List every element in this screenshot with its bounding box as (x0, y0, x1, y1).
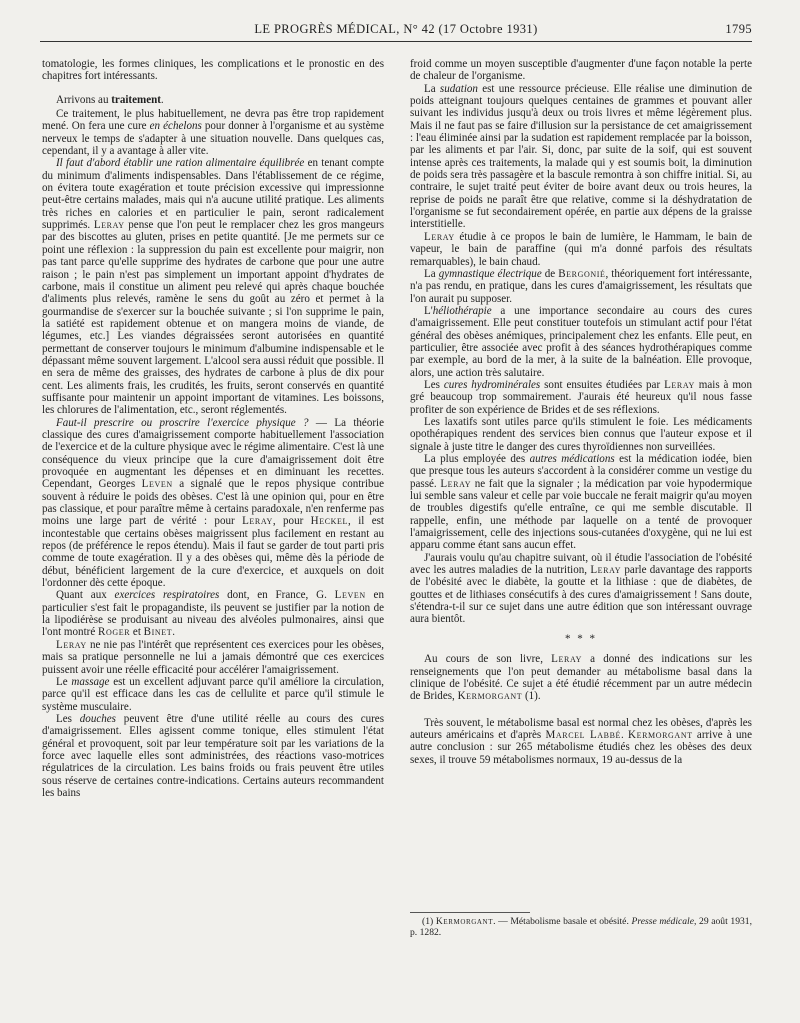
author-name: Leray (664, 378, 695, 391)
paragraph: Le massage est un excellent adjuvant parce qu'il améliore la circulation, parce qu'il est efficace dans les cas de cellulite et parce qu'il stimule le système musculaire. (42, 675, 384, 713)
paragraph: Les laxatifs sont utiles parce qu'ils stimulent le foie. Les médicaments opothérapiques rendent des services bien connus que l'auteur expose et il signale à juste titre le danger des cures thyroïdiennes non surveillées. (410, 415, 752, 453)
paragraph: Quant aux exercices respiratoires dont, en France, G. Leven en particulier s'est fait le propagandiste, ils peuvent se justifier par la notion de la lipodiérèse se produisant au niveau des alvéoles pulmonaires, ainsi que l'ont montré Roger et Binet. (42, 589, 384, 639)
paragraph: La sudation est une ressource précieuse. Elle réalise une diminution de poids atteignant toujours quelques centaines de grammes et pouvant aller suivant les individus jusqu'à deux ou trois livres et même légèrement plus. Mais il ne faut pas se faire d'illusion sur la persistance de cet amaigrissement : l'eau éliminée ainsi par la sudation est rapidement remplacée par la boisson, par les aliments et par l'air. Si, donc, par suite de la soif, qui est souvent intense après ces traitements, la malade qui y est soumis boit, la diminution de poids sera très passagère et la bascule remontra à son chiffre initial. Si, au contraire, le sujet traité peut éviter de boire avant deux ou trois heures, la reprise de poids ne paraît être que relative, comme si la déshydratation de l'organisme se fut secondairement opérée, en partie aux dépens de la graisse interstitielle. (410, 82, 752, 231)
author-name: Heckel (310, 515, 349, 528)
paragraph: La gymnastique électrique de Bergonié, théoriquement fort intéressante, n'a pas rendu, en pratique, dans les cures d'amaigrissement, les résultats que l'on aurait pu supposer. (410, 267, 752, 305)
header-rule (40, 41, 752, 42)
paragraph: Les douches peuvent être d'une utilité réelle au cours des cures d'amaigrissement. Elles agissent comme tonique, elles stimulent l'état général et provoquent, soit par leur température soit par les variations de la force avec laquelle elles sont administrées, des réactions vaso-motrices régulatrices de la circulation. Les bains froids ou frais peuvent être utiles sous réserve de certaines contre-indications. Certains auteurs recommandent les bains (42, 712, 385, 799)
author-name: Leray (590, 564, 622, 577)
page-header (40, 22, 752, 40)
journal-title: Presse médicale (631, 916, 694, 927)
paragraph: Leray ne nie pas l'intérêt que représentent ces exercices pour les obèses, mais sa pratique personnelle ne lui a jamais démontré que ces exercices puissent avoir une réelle efficacité pour accélérer l'amaigrissement. (42, 638, 384, 676)
paragraph: Il faut d'abord établir une ration alimentaire équilibrée en tenant compte du minimum d'aliments indispensables. Dans l'établissement de ce régime, on évitera toute exagération et toute précision excessive qui impressionne peut-être certains malades, mais qui n'a aucune utilité pratique. Les aliments très riches en calories et en particulier le pain, seront radicalement supprimés. Leray pense que l'on peut le remplacer chez les gros mangeurs par des biscottes au gluten, prises en petite quantité. [Je me permets sur ce point une réflexion : la suppression du pain est excellente pour maigrir, non pas tant parce qu'elle supprime des hydrates de carbone que pour une autre raison ; le pain n'est pas simplement un important appoint d'hydrates de carbone, mais il constitue un aliment peu relevé qui après chaque bouchée d'aliments plus relevés, ramène le sens du goût au zéro et permet à la gourmandise de s'exercer sur la bouchée suivante ; si l'on supprime le pain, la satiété est rapidement obtenue et on mangera moins de viande, de légumes, etc.] Les viandes dégraissées seront autorisées en quantité permettant de conserver toujours le minimum d'albumine indispensable et le dépassant même souvent largement. L'alcool sera aussi réduit que possible. Il en sera de même des graisses, des hydrates de carbone à plus de dix pour cent. Les aliments frais, les crudités, les fruits, seront conservés en quantité suffisante pour maintenir un appoint important de vitamines. Les boissons, les chlorures de l'alimentation, etc., seront réglementés. (42, 157, 385, 417)
running-title: LE PROGRÈS MÉDICAL, N° 42 (17 Octobre 1931) (254, 22, 538, 36)
author-name: Leven (141, 478, 173, 491)
author-name: Bergonié (558, 267, 606, 280)
paragraph: Faut-il prescrire ou proscrire l'exercice physique ? — La théorie classique des cures d'amaigrissement comporte habituellement l'association de l'exercice et de la culture physique avec le régime alimentaire. C'est là une conséquence du vieux principe que la cure d'amaigrissement doit être provoquée en augmentant les dépenses et en diminuant les recettes. Cependant, Georges Leven a signalé que le repos physique contribue souvent à réduire le poids des obèses. C'est là une opinion qui, pour en être pas classique, et pour paraître même à certains paradoxale, n'en renferme pas moins une large part de vérité : pour Leray, pour Heckel, il est incontestable que certains obèses maigrissent plus facilement en restant au repos (de préférence le repos étendu). Mais il faut se garder de tout parti pris comme de toute exagération. Il y a des obèses qui, même dès la période de début, bénéficient largement de la cure d'exercice, et auxquels on doit l'ordonner dès cette époque. (42, 416, 385, 590)
author-name: Leray (56, 638, 87, 651)
paragraph: Leray étudie à ce propos le bain de lumière, le Hammam, le bain de vapeur, le bain de paraffine (qui m'a donné parfois des résultats remarquables), le bain chaud. (410, 230, 752, 268)
paragraph: L'héliothérapie a une importance secondaire au cours des cures d'amaigrissement. Elle peut constituer toutefois un stimulant actif pour l'état général des obèses anémiques, principalement chez les enfants. Elle peut, en particulier, être associée avec profit à des séances hydrothérapiques comme par exemple, au bord de la mer, à la suite de la balnéation. Elle provoque, alors, une action très salutaire. (410, 304, 752, 379)
paragraph: Les cures hydrominérales sont ensuites étudiées par Leray mais à mon gré beaucoup trop sommairement. J'aurais été heureux qu'il nous fasse profiter de son expérience de Brides et de ses réflexions. (410, 378, 752, 416)
author-name: Kermorgant (628, 728, 693, 741)
author-name: Kermorgant (457, 690, 523, 703)
left-column (42, 58, 384, 958)
section-heading: Arrivons au traitement. (56, 93, 164, 106)
author-name: Leray (424, 230, 455, 243)
author-name: Roger (98, 626, 131, 639)
right-column (410, 58, 752, 938)
author-name: Leray (440, 477, 472, 490)
paragraph: La plus employée des autres médications est la médication iodée, bien que presque tous les auteurs s'accordent à la considérer comme un vestige du passé. Leray ne fait que la signaler ; la médication par voie hypodermique lui semble sans valeur et celle par voie buccale ne ferait maigrir qu'au moyen de troubles digestifs qu'elle entraîne, ce qui me semble discutable. Il rappelle, enfin, une méthode par laquelle on a tenté de provoquer l'amaigrissement, celle des injections sous-cutanées d'oxygène, qui ne lui est apparu comme étant sans aucun effet. (410, 453, 752, 552)
author-name: Leven (334, 589, 366, 602)
paragraph: Ce traitement, le plus habituellement, ne devra pas être trop rapidement mené. On fera une cure en échelons pour donner à l'organisme et au système nerveux le temps de s'adapter à une situation nouvelle. Dans quelques cas, cependant, il y a avantage à aller vite. (42, 108, 384, 158)
author-name: Kermorgant (435, 916, 494, 927)
paragraph: tomatologie, les formes cliniques, les complications et le pronostic en des chapitres fort intéressants. (42, 58, 384, 83)
author-name: Marcel Labbé (545, 728, 622, 741)
paragraph: froid comme un moyen susceptible d'augmenter d'une façon notable la perte de chaleur de l'organisme. (410, 58, 752, 83)
paragraph: J'aurais voulu qu'au chapitre suivant, où il étudie l'association de l'obésité avec les autres maladies de la nutrition, Leray parle davantage des rapports de l'obésité avec le diabète, la goutte et la lithiase : que de diabètes, de gouttes et de lithiases consécutifs à des cures d'amaigrissement ! Sans doute, s'étendra-t-il sur ce sujet dans une autre édition que son intéressant ouvrage aura bientôt. (410, 551, 753, 626)
author-name: Leray (551, 653, 582, 666)
author-name: Leray (93, 219, 125, 232)
author-name: Leray (242, 515, 273, 528)
paragraph: Très souvent, le métabolisme basal est normal chez les obèses, d'après les auteurs américains et d'après Marcel Labbé. Kermorgant arrive à une autre conclusion : sur 265 métabolisme étudiés chez les obèses des deux sexes, il trouve 59 métabolismes normaux, 19 au-dessus de la (410, 716, 752, 766)
paragraph: Au cours de son livre, Leray a donné des indications sur les renseignements que l'on peut demander au métabolisme basal dans la clinique de l'obésité. Ce sujet a été étudié récemment par un autre médecin de Brides, Kermorgant (1). (410, 653, 752, 703)
footnote-rule (410, 912, 530, 913)
page-number: 1795 (725, 22, 752, 36)
footnote: (1) Kermorgant. — Métabolisme basale et obésité. Presse médicale, 29 août 1931, p. 1282. (410, 916, 752, 938)
author-name: Binet (143, 626, 173, 639)
section-separator: * * * (564, 632, 598, 645)
